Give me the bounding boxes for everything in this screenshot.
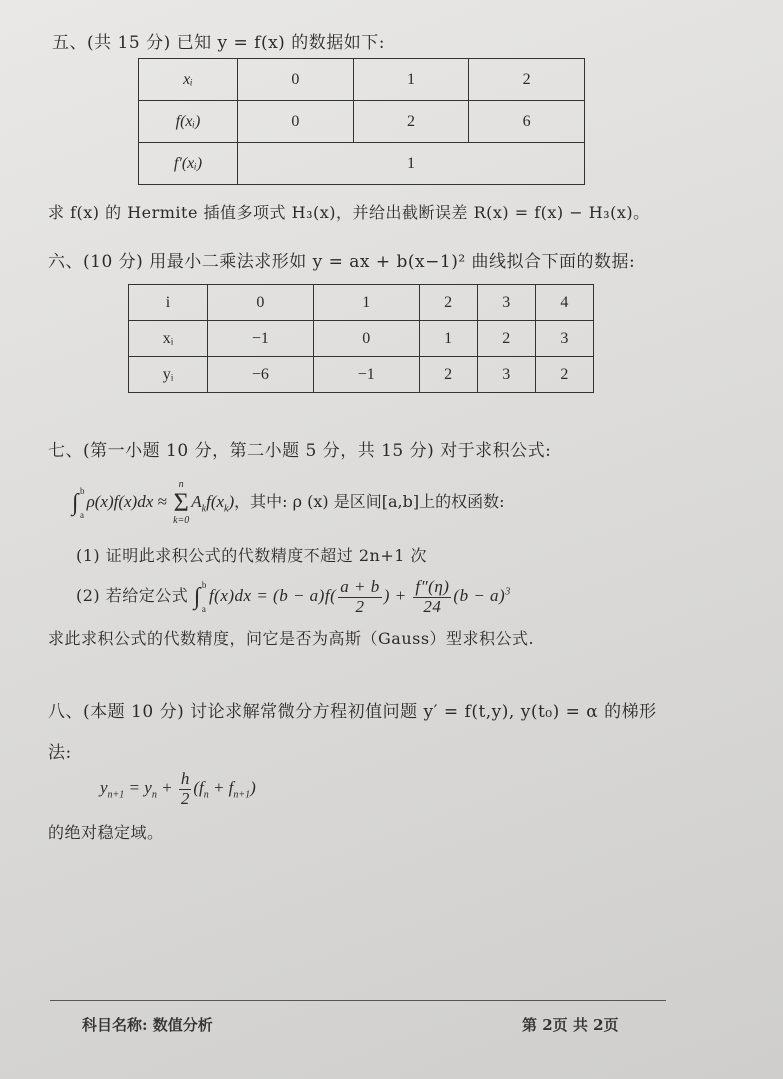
table-cell: 4 (535, 285, 593, 321)
table-cell: f′(xᵢ) (139, 143, 238, 185)
table-cell: yᵢ (129, 357, 208, 393)
table-cell: 0 (238, 59, 354, 101)
table-row (129, 357, 594, 393)
table-cell: 3 (477, 285, 535, 321)
q5-intro: 五、(共 15 分) 已知 y = f(x) 的数据如下: (52, 33, 385, 53)
table-row (139, 59, 585, 101)
table-cell: 1 (419, 321, 477, 357)
q6-intro: 六、(10 分) 用最小二乘法求形如 y = ax + b(x−1)² 曲线拟合下面的数据: (48, 252, 636, 272)
q5-table (138, 58, 585, 185)
table-cell: 3 (535, 321, 593, 357)
q7-part2-formula: ∫ b a f(x)dx = (b − a)f( $\frac{a + b}{2}$ ) + $\frac{f''(\eta)}{24}$ $(b - a)^3$ (193, 577, 511, 616)
q6-table (128, 284, 594, 393)
table-cell: xᵢ (139, 59, 238, 101)
table-cell: xᵢ (129, 321, 208, 357)
q7-closing: 求此求积公式的代数精度，问它是否为高斯（Gauss）型求积公式. (48, 629, 535, 648)
table-cell: 1 (353, 59, 469, 101)
table-cell: 0 (238, 101, 354, 143)
table-cell: 6 (469, 101, 585, 143)
footer-subject: 科目名称: 数值分析 (82, 1016, 213, 1034)
table-row (139, 143, 585, 185)
q8-closing: 的绝对稳定域。 (48, 823, 164, 842)
q7-part2 (76, 578, 511, 616)
table-row (129, 321, 594, 357)
table-cell: 1 (313, 285, 419, 321)
table-cell: 2 (419, 285, 477, 321)
table-cell: 0 (208, 285, 314, 321)
table-row (139, 101, 585, 143)
table-cell: 2 (419, 357, 477, 393)
table-row (129, 285, 594, 321)
table-cell: f(xᵢ) (139, 101, 238, 143)
table-cell: −6 (208, 357, 314, 393)
footer-divider (50, 1000, 666, 1001)
q7-part2-label: (2) 若给定公式 (76, 586, 189, 606)
footer-page: 第 2页 共 2页 (522, 1016, 619, 1034)
q7-formula-tail: ，其中: ρ (x) 是区间[a,b]上的权函数: (234, 491, 505, 511)
table-cell: −1 (313, 357, 419, 393)
q8-intro: 八、(本题 10 分) 讨论求解常微分方程初值问题 y′ = f(t,y), y(t₀) = α 的梯形 (48, 702, 657, 722)
q8-intro2: 法: (48, 743, 72, 763)
table-cell: 1 (238, 143, 585, 185)
trapezoid-formula: $y_{n+1} = y_n$ + $\frac{h}{2}$ $(f_n + f_{n+1})$ (100, 769, 256, 808)
q5-task: 求 f(x) 的 Hermite 插值多项式 H₃(x)，并给出截断误差 R(x) = f(x) − H₃(x)。 (48, 203, 650, 222)
table-cell: 0 (313, 321, 419, 357)
table-cell: 2 (477, 321, 535, 357)
table-cell: 2 (353, 101, 469, 143)
q7-part1: (1) 证明此求积公式的代数精度不超过 2n+1 次 (76, 546, 427, 565)
quadrature-formula: ∫ b a ρ(x)f(x)dx ≈ n Σ k=0 $A_kf(x_k)$，其中: ρ (x) 是区间[a,b]上的权函数: (72, 479, 505, 526)
table-cell: 3 (477, 357, 535, 393)
table-cell: −1 (208, 321, 314, 357)
q7-intro: 七、(第一小题 10 分，第二小题 5 分，共 15 分) 对于求积公式: (48, 441, 552, 461)
table-cell: i (129, 285, 208, 321)
table-cell: 2 (469, 59, 585, 101)
table-cell: 2 (535, 357, 593, 393)
